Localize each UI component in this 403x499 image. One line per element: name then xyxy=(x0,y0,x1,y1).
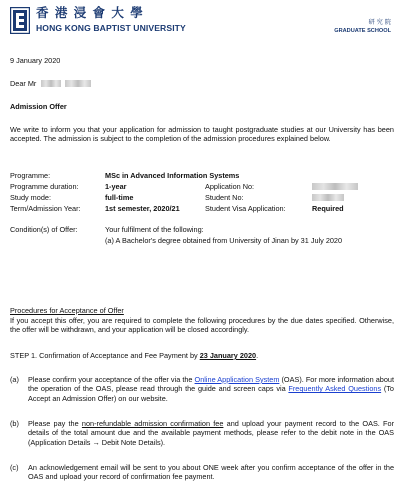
visa-value: Required xyxy=(312,204,344,213)
university-name-zh: 香 港 浸 會 大 學 xyxy=(36,5,144,20)
redacted-student-no xyxy=(312,194,344,201)
study-mode-label: Study mode: xyxy=(10,193,51,202)
item-a-text xyxy=(28,375,394,403)
term-value: 1st semester, 2020/21 xyxy=(105,204,180,213)
university-name-en: HONG KONG BAPTIST UNIVERSITY xyxy=(36,23,186,33)
step-1-text: STEP 1. Confirmation of Acceptance and Fee Payment by xyxy=(10,351,200,360)
redacted-name xyxy=(41,80,61,87)
step-1-due-date: 23 January 2020 xyxy=(199,351,257,360)
item-b-text-part: and upload your payment record to the OAS. For details of the total amount due and the available payment methods, please refer to the debit note in the OAS (Application Details → Debit Note Details). xyxy=(28,419,395,447)
student-no-label: Student No: xyxy=(205,193,244,202)
step-1-period: . xyxy=(256,351,259,360)
procedures-heading: Procedures for Acceptance of Offer xyxy=(10,306,124,315)
programme-label: Programme: xyxy=(10,171,51,180)
redacted-application-no xyxy=(312,183,358,190)
item-c-letter: (c) xyxy=(10,463,19,472)
school-name-zh: 研 究 院 xyxy=(368,19,391,26)
conditions-label: Condition(s) of Offer: xyxy=(10,225,78,234)
online-application-system-link[interactable]: Online Application System xyxy=(194,375,280,384)
condition-item: (a) A Bachelor's degree obtained from University of Jinan by 31 July 2020 xyxy=(105,236,343,245)
programme-value: MSc in Advanced Information Systems xyxy=(105,171,240,180)
item-b-letter: (b) xyxy=(10,419,19,428)
conditions-intro: Your fulfilment of the following: xyxy=(105,225,204,234)
university-logo xyxy=(10,7,30,34)
visa-label: Student Visa Application: xyxy=(205,204,286,213)
redacted-name xyxy=(65,80,91,87)
study-mode-value: full-time xyxy=(105,193,134,202)
confirmation-fee-text: non-refundable admission confirmation fee xyxy=(81,419,224,428)
term-label: Term/Admission Year: xyxy=(10,204,81,213)
application-no-label: Application No: xyxy=(205,182,255,191)
duration-label: Programme duration: xyxy=(10,182,79,191)
item-b-text xyxy=(28,419,394,447)
item-a-text-part: (To Accept an Admission Offer) on our website. xyxy=(28,384,394,403)
intro-paragraph: We write to inform you that your application for admission to taught postgraduate studies at our University has been accepted. The admission is subject to the completion of the admission procedures explained below. xyxy=(10,125,394,144)
salutation-text: Dear Mr xyxy=(10,79,37,88)
item-b-text-part: Please pay the xyxy=(28,419,82,428)
procedures-paragraph: If you accept this offer, you are required to complete the following procedures by the due dates specified. Otherwise, the offer will be withdrawn, and your application will be closed accordingly. xyxy=(10,316,394,335)
salutation xyxy=(10,79,395,88)
duration-value: 1-year xyxy=(105,182,127,191)
letter-date: 9 January 2020 xyxy=(10,56,61,65)
letter-subject: Admission Offer xyxy=(10,102,67,111)
school-name-en: GRADUATE SCHOOL xyxy=(334,28,391,34)
faq-link[interactable]: Frequently Asked Questions xyxy=(288,384,382,394)
item-c-text: An acknowledgement email will be sent to you about ONE week after you confirm acceptance of the offer in the OAS and upload your record of confirmation fee payment. xyxy=(28,463,394,482)
item-a-letter: (a) xyxy=(10,375,19,384)
item-a-text-part: (OAS). For more information about the operation of the OAS, please read through the guide and screen caps via xyxy=(28,375,394,394)
step-1-line xyxy=(10,351,395,360)
item-a-text-part: Please confirm your acceptance of the offer via the xyxy=(28,375,195,384)
